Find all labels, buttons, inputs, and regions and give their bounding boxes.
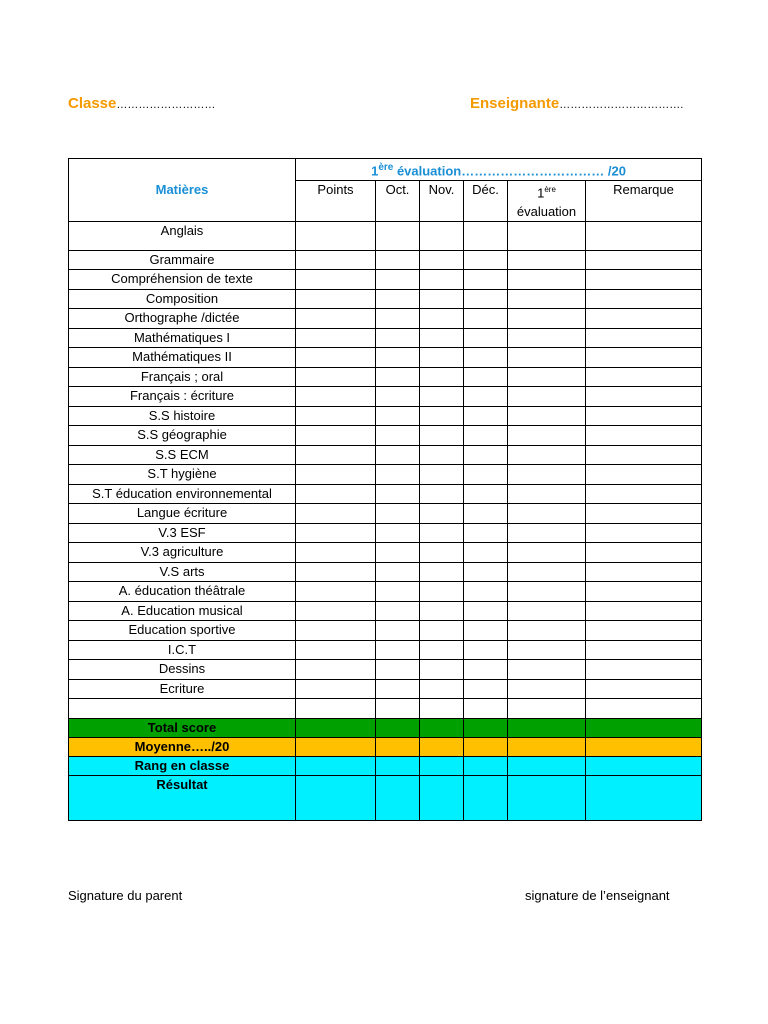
- subject-label: Français ; oral: [69, 367, 296, 387]
- points-cell[interactable]: [296, 426, 376, 446]
- points-cell[interactable]: [296, 756, 376, 775]
- oct-cell[interactable]: [376, 543, 420, 563]
- nov-cell[interactable]: [420, 562, 464, 582]
- oct-cell[interactable]: [376, 737, 420, 756]
- oct-cell[interactable]: [376, 328, 420, 348]
- table-row: [69, 289, 702, 309]
- rang-label: Rang en classe: [69, 756, 296, 775]
- nov-cell[interactable]: [420, 367, 464, 387]
- subject-label: Français : écriture: [69, 387, 296, 407]
- subject-label: V.3 agriculture: [69, 543, 296, 563]
- dec-cell[interactable]: [464, 718, 508, 737]
- remarque-cell[interactable]: [586, 504, 702, 524]
- table-row: [69, 328, 702, 348]
- table-row: [69, 601, 702, 621]
- col-remarque: Remarque: [586, 181, 702, 221]
- points-cell[interactable]: [296, 250, 376, 270]
- remarque-cell[interactable]: [586, 601, 702, 621]
- dec-cell[interactable]: [464, 756, 508, 775]
- nov-cell[interactable]: [420, 406, 464, 426]
- remarque-cell[interactable]: [586, 543, 702, 563]
- points-cell[interactable]: [296, 387, 376, 407]
- nov-cell[interactable]: [420, 465, 464, 485]
- points-cell[interactable]: [296, 737, 376, 756]
- table-row: [69, 221, 702, 250]
- remarque-cell[interactable]: [586, 367, 702, 387]
- nov-cell[interactable]: [420, 387, 464, 407]
- points-cell[interactable]: [296, 328, 376, 348]
- subject-label: S.S histoire: [69, 406, 296, 426]
- oct-cell[interactable]: [376, 484, 420, 504]
- eval-cell[interactable]: [508, 504, 586, 524]
- subject-label: [69, 699, 296, 719]
- subject-label: Compréhension de texte: [69, 270, 296, 290]
- dec-cell[interactable]: [464, 699, 508, 719]
- remarque-cell[interactable]: [586, 309, 702, 329]
- eval-cell[interactable]: [508, 621, 586, 641]
- dec-cell[interactable]: [464, 601, 508, 621]
- nov-cell[interactable]: [420, 221, 464, 250]
- col-points: Points: [296, 181, 376, 221]
- table-row: [69, 640, 702, 660]
- col-eval-sup: ère: [544, 185, 556, 195]
- eval-cell[interactable]: [508, 309, 586, 329]
- oct-cell[interactable]: [376, 601, 420, 621]
- eval-cell[interactable]: [508, 562, 586, 582]
- oct-cell[interactable]: [376, 523, 420, 543]
- oct-cell[interactable]: [376, 660, 420, 680]
- table-row: [69, 543, 702, 563]
- subject-label: I.C.T: [69, 640, 296, 660]
- oct-cell[interactable]: [376, 270, 420, 290]
- remarque-cell[interactable]: [586, 348, 702, 368]
- oct-cell[interactable]: [376, 367, 420, 387]
- points-cell[interactable]: [296, 775, 376, 820]
- parent-signature: Signature du parent: [68, 888, 183, 903]
- eval-cell[interactable]: [508, 660, 586, 680]
- dec-cell[interactable]: [464, 406, 508, 426]
- nov-cell[interactable]: [420, 737, 464, 756]
- table-row: [69, 737, 702, 756]
- nov-cell[interactable]: [420, 250, 464, 270]
- subject-label: A. Education musical: [69, 601, 296, 621]
- evaluation-header: [296, 159, 702, 181]
- eval-cell[interactable]: [508, 270, 586, 290]
- eval-cell[interactable]: [508, 426, 586, 446]
- nov-cell[interactable]: [420, 775, 464, 820]
- teacher-signature: signature de l’enseignant: [525, 888, 670, 903]
- nov-cell[interactable]: [420, 426, 464, 446]
- eval-cell[interactable]: [508, 640, 586, 660]
- points-cell[interactable]: [296, 309, 376, 329]
- eval-cell[interactable]: [508, 737, 586, 756]
- oct-cell[interactable]: [376, 426, 420, 446]
- nov-cell[interactable]: [420, 504, 464, 524]
- eval-cell[interactable]: [508, 406, 586, 426]
- subject-label: V.3 ESF: [69, 523, 296, 543]
- remarque-cell[interactable]: [586, 221, 702, 250]
- table-row: [69, 465, 702, 485]
- points-cell[interactable]: [296, 660, 376, 680]
- nov-cell[interactable]: [420, 640, 464, 660]
- table-row: [69, 562, 702, 582]
- remarque-cell[interactable]: [586, 523, 702, 543]
- eval-cell[interactable]: [508, 523, 586, 543]
- dec-cell[interactable]: [464, 562, 508, 582]
- points-cell[interactable]: [296, 523, 376, 543]
- nov-cell[interactable]: [420, 523, 464, 543]
- eval-cell[interactable]: [508, 582, 586, 602]
- nov-cell[interactable]: [420, 270, 464, 290]
- teacher-label: Enseignante: [470, 95, 560, 112]
- dec-cell[interactable]: [464, 737, 508, 756]
- col-eval-prefix: 1: [537, 185, 545, 201]
- oct-cell[interactable]: [376, 582, 420, 602]
- table-row: [69, 523, 702, 543]
- nov-cell[interactable]: [420, 309, 464, 329]
- oct-cell[interactable]: [376, 640, 420, 660]
- subject-label: Grammaire: [69, 250, 296, 270]
- table-row: [69, 348, 702, 368]
- table-row: [69, 426, 702, 446]
- table-row: [69, 387, 702, 407]
- subject-label: V.S arts: [69, 562, 296, 582]
- points-cell[interactable]: [296, 289, 376, 309]
- remarque-cell[interactable]: [586, 582, 702, 602]
- points-cell[interactable]: [296, 406, 376, 426]
- eval-cell[interactable]: [508, 718, 586, 737]
- dec-cell[interactable]: [464, 445, 508, 465]
- points-cell[interactable]: [296, 601, 376, 621]
- dec-cell[interactable]: [464, 221, 508, 250]
- col-nov: Nov.: [420, 181, 464, 221]
- table-row: [69, 406, 702, 426]
- subject-label: Education sportive: [69, 621, 296, 641]
- remarque-cell[interactable]: [586, 699, 702, 719]
- remarque-cell[interactable]: [586, 426, 702, 446]
- nov-cell[interactable]: [420, 484, 464, 504]
- classe-line: [68, 95, 215, 112]
- table-row: [69, 699, 702, 719]
- subject-label: Mathématiques II: [69, 348, 296, 368]
- points-cell[interactable]: [296, 484, 376, 504]
- evaluation-table: [68, 158, 702, 821]
- dec-cell[interactable]: [464, 484, 508, 504]
- nov-cell[interactable]: [420, 679, 464, 699]
- points-cell[interactable]: [296, 718, 376, 737]
- oct-cell[interactable]: [376, 562, 420, 582]
- remarque-cell[interactable]: [586, 562, 702, 582]
- col-dec: Déc.: [464, 181, 508, 221]
- eval-sup: ère: [378, 162, 394, 173]
- teacher-line: [470, 95, 683, 112]
- table-row: [69, 756, 702, 775]
- dec-cell[interactable]: [464, 328, 508, 348]
- remarque-cell[interactable]: [586, 756, 702, 775]
- remarque-cell[interactable]: [586, 250, 702, 270]
- nov-cell[interactable]: [420, 289, 464, 309]
- oct-cell[interactable]: [376, 699, 420, 719]
- dec-cell[interactable]: [464, 640, 508, 660]
- table-row: [69, 679, 702, 699]
- table-row: [69, 270, 702, 290]
- eval-cell[interactable]: [508, 328, 586, 348]
- points-cell[interactable]: [296, 640, 376, 660]
- oct-cell[interactable]: [376, 756, 420, 775]
- remarque-cell[interactable]: [586, 387, 702, 407]
- subject-label: Dessins: [69, 660, 296, 680]
- oct-cell[interactable]: [376, 348, 420, 368]
- points-cell[interactable]: [296, 699, 376, 719]
- oct-cell[interactable]: [376, 445, 420, 465]
- remarque-cell[interactable]: [586, 484, 702, 504]
- remarque-cell[interactable]: [586, 621, 702, 641]
- dec-cell[interactable]: [464, 465, 508, 485]
- classe-dots: ………………………: [116, 99, 216, 111]
- remarque-cell[interactable]: [586, 289, 702, 309]
- remarque-cell[interactable]: [586, 737, 702, 756]
- table-row: [69, 367, 702, 387]
- eval-cell[interactable]: [508, 465, 586, 485]
- table-row: [69, 504, 702, 524]
- nov-cell[interactable]: [420, 445, 464, 465]
- points-cell[interactable]: [296, 621, 376, 641]
- eval-cell[interactable]: [508, 601, 586, 621]
- remarque-cell[interactable]: [586, 465, 702, 485]
- eval-cell[interactable]: [508, 775, 586, 820]
- dec-cell[interactable]: [464, 289, 508, 309]
- points-cell[interactable]: [296, 679, 376, 699]
- points-cell[interactable]: [296, 465, 376, 485]
- points-cell[interactable]: [296, 367, 376, 387]
- eval-rest: évaluation…………………………… /20: [393, 163, 626, 179]
- points-cell[interactable]: [296, 348, 376, 368]
- oct-cell[interactable]: [376, 221, 420, 250]
- table-row: [69, 484, 702, 504]
- nov-cell[interactable]: [420, 543, 464, 563]
- subjects-header: Matières: [69, 159, 296, 222]
- oct-cell[interactable]: [376, 406, 420, 426]
- oct-cell[interactable]: [376, 621, 420, 641]
- table-row: [69, 309, 702, 329]
- oct-cell[interactable]: [376, 465, 420, 485]
- dec-cell[interactable]: [464, 504, 508, 524]
- dec-cell[interactable]: [464, 660, 508, 680]
- dec-cell[interactable]: [464, 270, 508, 290]
- eval-cell[interactable]: [508, 484, 586, 504]
- points-cell[interactable]: [296, 582, 376, 602]
- col-oct: Oct.: [376, 181, 420, 221]
- dec-cell[interactable]: [464, 621, 508, 641]
- col-eval: [508, 181, 586, 221]
- dec-cell[interactable]: [464, 250, 508, 270]
- nov-cell[interactable]: [420, 582, 464, 602]
- eval-cell[interactable]: [508, 348, 586, 368]
- oct-cell[interactable]: [376, 289, 420, 309]
- dec-cell[interactable]: [464, 387, 508, 407]
- subject-label: Orthographe /dictée: [69, 309, 296, 329]
- eval-cell[interactable]: [508, 699, 586, 719]
- eval-cell[interactable]: [508, 250, 586, 270]
- points-cell[interactable]: [296, 221, 376, 250]
- points-cell[interactable]: [296, 270, 376, 290]
- eval-cell[interactable]: [508, 756, 586, 775]
- dec-cell[interactable]: [464, 543, 508, 563]
- remarque-cell[interactable]: [586, 660, 702, 680]
- nov-cell[interactable]: [420, 699, 464, 719]
- table-row: [69, 250, 702, 270]
- oct-cell[interactable]: [376, 718, 420, 737]
- resultat-label: Résultat: [69, 775, 296, 820]
- dec-cell[interactable]: [464, 523, 508, 543]
- subject-label: Composition: [69, 289, 296, 309]
- dec-cell[interactable]: [464, 367, 508, 387]
- subject-label: A. éducation théâtrale: [69, 582, 296, 602]
- col-eval-word: évaluation: [516, 203, 577, 219]
- dec-cell[interactable]: [464, 775, 508, 820]
- nov-cell[interactable]: [420, 328, 464, 348]
- nov-cell[interactable]: [420, 718, 464, 737]
- dec-cell[interactable]: [464, 309, 508, 329]
- table-row: [69, 621, 702, 641]
- nov-cell[interactable]: [420, 660, 464, 680]
- table-row: [69, 445, 702, 465]
- subject-label: Langue écriture: [69, 504, 296, 524]
- eval-cell[interactable]: [508, 543, 586, 563]
- eval-cell[interactable]: [508, 679, 586, 699]
- remarque-cell[interactable]: [586, 718, 702, 737]
- eval-cell[interactable]: [508, 387, 586, 407]
- nov-cell[interactable]: [420, 601, 464, 621]
- total-score-label: Total score: [69, 718, 296, 737]
- dec-cell[interactable]: [464, 348, 508, 368]
- remarque-cell[interactable]: [586, 775, 702, 820]
- subject-label: S.T éducation environnemental: [69, 484, 296, 504]
- table-row: [69, 582, 702, 602]
- table-row: [69, 718, 702, 737]
- eval-cell[interactable]: [508, 289, 586, 309]
- table-row: [69, 775, 702, 820]
- remarque-cell[interactable]: [586, 270, 702, 290]
- nov-cell[interactable]: [420, 348, 464, 368]
- teacher-dots: …………………………….: [559, 99, 684, 111]
- subject-label: S.S ECM: [69, 445, 296, 465]
- dec-cell[interactable]: [464, 582, 508, 602]
- dec-cell[interactable]: [464, 426, 508, 446]
- subject-label: Mathématiques I: [69, 328, 296, 348]
- remarque-cell[interactable]: [586, 679, 702, 699]
- moyenne-label: Moyenne…../20: [69, 737, 296, 756]
- subject-label: S.S géographie: [69, 426, 296, 446]
- remarque-cell[interactable]: [586, 445, 702, 465]
- nov-cell[interactable]: [420, 621, 464, 641]
- eval-cell[interactable]: [508, 367, 586, 387]
- nov-cell[interactable]: [420, 756, 464, 775]
- eval-prefix: 1: [371, 163, 379, 179]
- subject-label: Ecriture: [69, 679, 296, 699]
- remarque-cell[interactable]: [586, 328, 702, 348]
- remarque-cell[interactable]: [586, 406, 702, 426]
- remarque-cell[interactable]: [586, 640, 702, 660]
- points-cell[interactable]: [296, 445, 376, 465]
- points-cell[interactable]: [296, 562, 376, 582]
- oct-cell[interactable]: [376, 504, 420, 524]
- oct-cell[interactable]: [376, 309, 420, 329]
- eval-cell[interactable]: [508, 445, 586, 465]
- points-cell[interactable]: [296, 543, 376, 563]
- dec-cell[interactable]: [464, 679, 508, 699]
- subject-label: S.T hygiène: [69, 465, 296, 485]
- eval-cell[interactable]: [508, 221, 586, 250]
- oct-cell[interactable]: [376, 775, 420, 820]
- oct-cell[interactable]: [376, 387, 420, 407]
- classe-label: Classe: [68, 95, 117, 112]
- table-row: [69, 660, 702, 680]
- oct-cell[interactable]: [376, 679, 420, 699]
- oct-cell[interactable]: [376, 250, 420, 270]
- subject-label: Anglais: [69, 221, 296, 250]
- points-cell[interactable]: [296, 504, 376, 524]
